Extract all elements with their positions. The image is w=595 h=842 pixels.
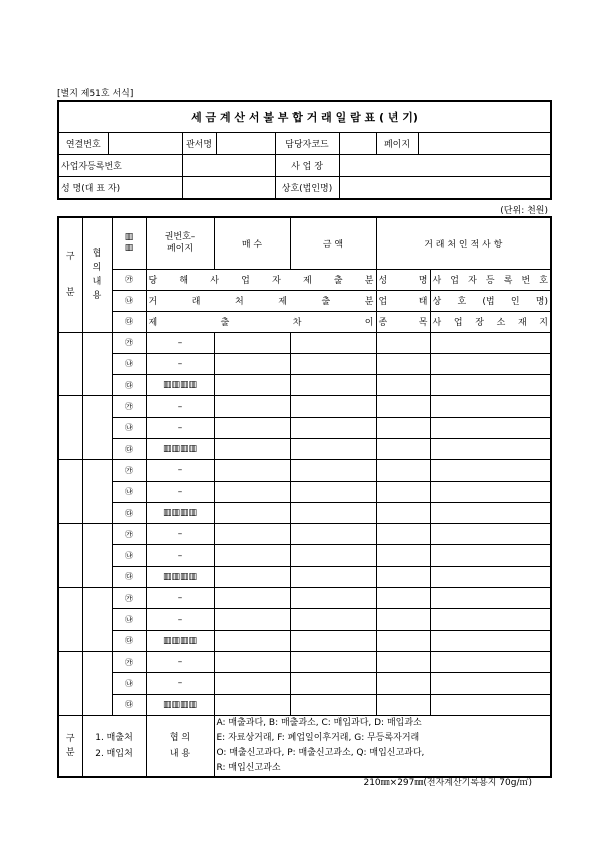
count-cell[interactable] [214, 630, 290, 651]
gubun-cell[interactable] [58, 524, 82, 588]
kwon-cell[interactable]: – [146, 460, 214, 481]
hyeop-cell[interactable] [82, 651, 112, 715]
kwon-cell[interactable]: – [146, 651, 214, 672]
hyeop-header [82, 217, 112, 332]
partner-label-cell[interactable] [376, 524, 430, 545]
legend-types [82, 715, 146, 777]
hyeop-cell[interactable] [82, 396, 112, 460]
count-cell[interactable] [214, 438, 290, 459]
partner-value-char: 상 [432, 297, 442, 307]
partner-value-cell[interactable] [430, 588, 551, 609]
partner-label-cell[interactable] [376, 630, 430, 651]
gubun-char-1: 구 [65, 251, 75, 262]
amount-cell[interactable] [290, 609, 376, 630]
legend-line-2: E: 자료상거래, F: 폐업일이후거래, G: 무등록자거래 [216, 732, 420, 743]
row-mark: ㉰ [112, 375, 146, 396]
legend-hyeop [146, 715, 214, 777]
row-mark: ㉰ [112, 438, 146, 459]
amount-cell[interactable] [290, 375, 376, 396]
partner-label-cell[interactable] [376, 545, 430, 566]
sub-header-mark: ㉰ [112, 311, 146, 332]
gubun-cell[interactable] [58, 396, 82, 460]
count-cell[interactable] [214, 588, 290, 609]
partner-label-char: 태 [418, 297, 428, 307]
amount-cell[interactable] [290, 417, 376, 438]
partner-value-char: 업 [450, 276, 459, 286]
partner-value-char: 소 [496, 318, 506, 328]
kwon-cell[interactable]: – [146, 353, 214, 374]
partner-label-cell[interactable] [376, 332, 430, 353]
kwon-cell[interactable]: ▥▥▥▥ [146, 438, 214, 459]
sub-header-desc [146, 311, 376, 332]
row-mark: ㉮ [112, 588, 146, 609]
kwon-cell[interactable]: – [146, 609, 214, 630]
partner-value-cell[interactable] [430, 566, 551, 587]
row-mark: ㉯ [112, 609, 146, 630]
partner-label-char: 목 [418, 318, 428, 328]
count-cell[interactable] [214, 673, 290, 694]
col3-header: ▥ ▥ [112, 217, 146, 269]
partner-value-char: 호 [457, 297, 467, 307]
kwon-cell[interactable]: – [146, 332, 214, 353]
partner-label-cell[interactable] [376, 651, 430, 672]
count-cell[interactable] [214, 524, 290, 545]
row-mark: ㉮ [112, 396, 146, 417]
partner-value-cell[interactable] [430, 694, 551, 715]
form-code: [별지 제51호 서식] [57, 89, 134, 99]
partner-value-label [430, 269, 551, 290]
count-cell[interactable] [214, 353, 290, 374]
gubun-cell[interactable] [58, 588, 82, 652]
partner-label-char: 종 [378, 318, 388, 328]
partner-label [376, 311, 430, 332]
hyeop-char-1: 협 [92, 248, 102, 259]
count-cell[interactable] [214, 332, 290, 353]
sub-header-desc-char: 이 [364, 318, 374, 328]
count-header: 매 수 [214, 217, 290, 269]
legend-line-4: R: 매입신고과소 [216, 762, 281, 773]
sub-header-desc-char: 업 [241, 276, 250, 286]
officer-code-label: 담당자코드 [275, 133, 339, 155]
row-mark: ㉯ [112, 481, 146, 502]
partner-value-label [430, 311, 551, 332]
partner-value-cell[interactable] [430, 651, 551, 672]
hyeop-cell[interactable] [82, 524, 112, 588]
table-row [58, 524, 551, 545]
kwon-cell[interactable]: ▥▥▥▥ [146, 630, 214, 651]
legend-gubun-2: 분 [65, 748, 75, 759]
count-cell[interactable] [214, 375, 290, 396]
partner-value-char: 등 [485, 276, 495, 286]
row-mark: ㉰ [112, 694, 146, 715]
partner-label [376, 290, 430, 311]
row-mark: ㉰ [112, 502, 146, 523]
sub-header-desc-char: 자 [272, 276, 281, 286]
name-label: 성 명(대 표 자) [58, 177, 182, 200]
partner-header: 거 래 처 인 적 사 항 [376, 217, 551, 269]
row-mark: ㉯ [112, 545, 146, 566]
partner-value-cell[interactable] [430, 481, 551, 502]
partner-value-char: 록 [503, 276, 513, 286]
table-row [58, 481, 551, 502]
header-table [57, 100, 552, 200]
biz-site-field[interactable] [339, 155, 551, 177]
sub-header-desc-char: 출 [220, 318, 230, 328]
gubun-header [58, 217, 82, 332]
sub-header-mark: ㉯ [112, 290, 146, 311]
paper-spec: 210㎜×297㎜(전자계산기록용지 70g/㎡) [363, 778, 532, 788]
gubun-cell[interactable] [58, 332, 82, 396]
gubun-cell[interactable] [58, 460, 82, 524]
legend-hyeop-1: 협 의 [169, 733, 191, 744]
amount-cell[interactable] [290, 396, 376, 417]
partner-label-cell[interactable] [376, 609, 430, 630]
sub-header-desc-char: 래 [191, 297, 201, 307]
partner-value-cell[interactable] [430, 545, 551, 566]
amount-cell[interactable] [290, 630, 376, 651]
legend-line-1: A: 매출과다, B: 매출과소, C: 매입과다, D: 매입과소 [216, 717, 422, 728]
partner-label-cell[interactable] [376, 438, 430, 459]
kwon-header: 권번호– 페이지 [146, 217, 214, 269]
partner-label-cell[interactable] [376, 588, 430, 609]
hyeop-cell[interactable] [82, 460, 112, 524]
sub-header-desc-char: 출 [333, 276, 343, 286]
partner-value-char: 인 [510, 297, 520, 307]
link-no-field[interactable] [108, 133, 182, 155]
amount-cell[interactable] [290, 502, 376, 523]
partner-value-char: 지 [539, 318, 548, 328]
count-cell[interactable] [214, 417, 290, 438]
amount-cell[interactable] [290, 673, 376, 694]
table-row [58, 353, 551, 374]
biz-reg-no-field[interactable] [182, 155, 275, 177]
sub-header-row [58, 290, 551, 311]
partner-label-cell[interactable] [376, 460, 430, 481]
table-row [58, 438, 551, 459]
kwon-cell[interactable]: ▥▥▥▥ [146, 502, 214, 523]
partner-value-char: 업 [453, 318, 463, 328]
row-mark: ㉯ [112, 353, 146, 374]
count-cell[interactable] [214, 481, 290, 502]
amount-cell[interactable] [290, 566, 376, 587]
sub-header-desc-char: 출 [321, 297, 331, 307]
unit-label: (단위: 천원) [500, 206, 548, 216]
amount-cell[interactable] [290, 694, 376, 715]
sub-header-desc-char: 당 [148, 276, 158, 286]
page-label: 페이지 [376, 133, 418, 155]
partner-value-char: 자 [468, 276, 477, 286]
sub-header-desc-char: 제 [148, 318, 158, 328]
legend-hyeop-2: 내 용 [169, 749, 191, 760]
count-cell[interactable] [214, 651, 290, 672]
partner-value-cell[interactable] [430, 375, 551, 396]
partner-value-char: 사 [432, 276, 442, 286]
kwon-cell[interactable]: – [146, 417, 214, 438]
amount-cell[interactable] [290, 481, 376, 502]
amount-cell[interactable] [290, 524, 376, 545]
legend-codes [214, 715, 551, 777]
biz-site-label: 사 업 장 [275, 155, 339, 177]
table-row [58, 588, 551, 609]
table-row [58, 609, 551, 630]
kwon-cell[interactable]: ▥▥▥▥ [146, 566, 214, 587]
kwon-cell[interactable]: – [146, 481, 214, 502]
page-field[interactable] [418, 133, 551, 155]
row-mark: ㉮ [112, 651, 146, 672]
partner-label-cell[interactable] [376, 694, 430, 715]
biz-reg-no-label: 사업자등록번호 [58, 155, 182, 177]
kwon-cell[interactable]: – [146, 673, 214, 694]
link-no-label: 연결번호 [58, 133, 108, 155]
partner-value-char: 재 [517, 318, 527, 328]
sub-header-mark: ㉮ [112, 269, 146, 290]
partner-label [376, 269, 430, 290]
partner-value-char: (법 [482, 297, 495, 307]
sub-header-desc-char: 제 [302, 276, 312, 286]
page-title: 세 금 계 산 서 불 부 합 거 래 일 람 표 ( 년 기) [58, 101, 551, 133]
sub-header-desc-char: 사 [210, 276, 219, 286]
partner-value-cell[interactable] [430, 502, 551, 523]
amount-cell[interactable] [290, 545, 376, 566]
office-label: 관서명 [182, 133, 216, 155]
partner-value-cell[interactable] [430, 524, 551, 545]
amount-header: 금 액 [290, 217, 376, 269]
sub-header-row [58, 269, 551, 290]
partner-value-cell[interactable] [430, 609, 551, 630]
partner-label-cell[interactable] [376, 353, 430, 374]
amount-cell[interactable] [290, 332, 376, 353]
table-row [58, 375, 551, 396]
sub-header-desc-char: 거 [148, 297, 158, 307]
partner-value-cell[interactable] [430, 630, 551, 651]
count-cell[interactable] [214, 396, 290, 417]
partner-label-cell[interactable] [376, 481, 430, 502]
kwon-cell[interactable]: – [146, 396, 214, 417]
hyeop-cell[interactable] [82, 332, 112, 396]
table-row [58, 694, 551, 715]
legend-gubun [58, 715, 82, 777]
amount-cell[interactable] [290, 588, 376, 609]
table-row [58, 630, 551, 651]
hyeop-char-4: 용 [92, 290, 102, 301]
name-field[interactable] [182, 177, 275, 200]
partner-label-cell[interactable] [376, 396, 430, 417]
table-row [58, 332, 551, 353]
sub-header-desc-char: 분 [364, 297, 374, 307]
table-row [58, 396, 551, 417]
partner-value-char: 사 [432, 318, 442, 328]
partner-label-char: 성 [378, 276, 388, 286]
legend-line-3: O: 매출신고과다, P: 매출신고과소, Q: 매입신고과다, [216, 747, 425, 758]
row-mark: ㉰ [112, 630, 146, 651]
partner-value-cell[interactable] [430, 673, 551, 694]
partner-value-cell[interactable] [430, 460, 551, 481]
hyeop-char-2: 의 [92, 262, 102, 273]
amount-cell[interactable] [290, 651, 376, 672]
office-field[interactable] [216, 133, 275, 155]
kwon-cell[interactable]: – [146, 524, 214, 545]
sub-header-desc-char: 처 [235, 297, 244, 307]
trade-name-label: 상호(법인명) [275, 177, 339, 200]
table-row [58, 673, 551, 694]
partner-value-char: 장 [475, 318, 484, 328]
table-row [58, 460, 551, 481]
row-mark: ㉮ [112, 332, 146, 353]
amount-cell[interactable] [290, 438, 376, 459]
row-mark: ㉯ [112, 673, 146, 694]
sub-header-desc [146, 269, 376, 290]
table-row [58, 545, 551, 566]
gubun-cell[interactable] [58, 651, 82, 715]
partner-label-cell[interactable] [376, 673, 430, 694]
amount-cell[interactable] [290, 460, 376, 481]
partner-value-cell[interactable] [430, 417, 551, 438]
partner-value-label [430, 290, 551, 311]
sub-header-desc-char: 제 [278, 297, 287, 307]
sub-header-desc-char: 분 [364, 276, 374, 286]
partner-label-char: 명 [418, 276, 428, 286]
partner-label-cell[interactable] [376, 375, 430, 396]
kwon-cell[interactable]: ▥▥▥▥ [146, 375, 214, 396]
legend-type-2: 2. 매입처 [95, 749, 133, 760]
partner-value-cell[interactable] [430, 353, 551, 374]
kwon-cell[interactable]: ▥▥▥▥ [146, 694, 214, 715]
sub-header-desc [146, 290, 376, 311]
row-mark: ㉰ [112, 566, 146, 587]
table-row [58, 651, 551, 672]
hyeop-cell[interactable] [82, 588, 112, 652]
table-row [58, 502, 551, 523]
row-mark: ㉮ [112, 524, 146, 545]
partner-label-cell[interactable] [376, 502, 430, 523]
row-mark: ㉯ [112, 417, 146, 438]
sub-header-desc-char: 해 [179, 276, 189, 286]
partner-value-cell[interactable] [430, 332, 551, 353]
main-table [57, 216, 552, 778]
count-cell[interactable] [214, 694, 290, 715]
kwon-cell[interactable]: – [146, 588, 214, 609]
count-cell[interactable] [214, 502, 290, 523]
kwon-cell[interactable]: – [146, 545, 214, 566]
partner-label-cell[interactable] [376, 566, 430, 587]
partner-value-cell[interactable] [430, 438, 551, 459]
partner-label-cell[interactable] [376, 417, 430, 438]
table-row [58, 566, 551, 587]
count-cell[interactable] [214, 460, 290, 481]
partner-label-char: 업 [378, 297, 388, 307]
partner-value-cell[interactable] [430, 396, 551, 417]
trade-name-field[interactable] [339, 177, 551, 200]
count-cell[interactable] [214, 545, 290, 566]
amount-cell[interactable] [290, 353, 376, 374]
gubun-char-2: 분 [65, 287, 75, 298]
sub-header-desc-char: 차 [292, 318, 302, 328]
partner-value-char: 번 [521, 276, 531, 286]
partner-value-char: 명) [535, 297, 548, 307]
row-mark: ㉮ [112, 460, 146, 481]
hyeop-char-3: 내 [92, 276, 102, 287]
partner-value-char: 호 [539, 276, 548, 286]
sub-header-row [58, 311, 551, 332]
legend-gubun-1: 구 [65, 734, 75, 745]
count-cell[interactable] [214, 609, 290, 630]
legend-type-1: 1. 매출처 [95, 733, 133, 744]
count-cell[interactable] [214, 566, 290, 587]
table-row [58, 417, 551, 438]
officer-code-field[interactable] [339, 133, 376, 155]
